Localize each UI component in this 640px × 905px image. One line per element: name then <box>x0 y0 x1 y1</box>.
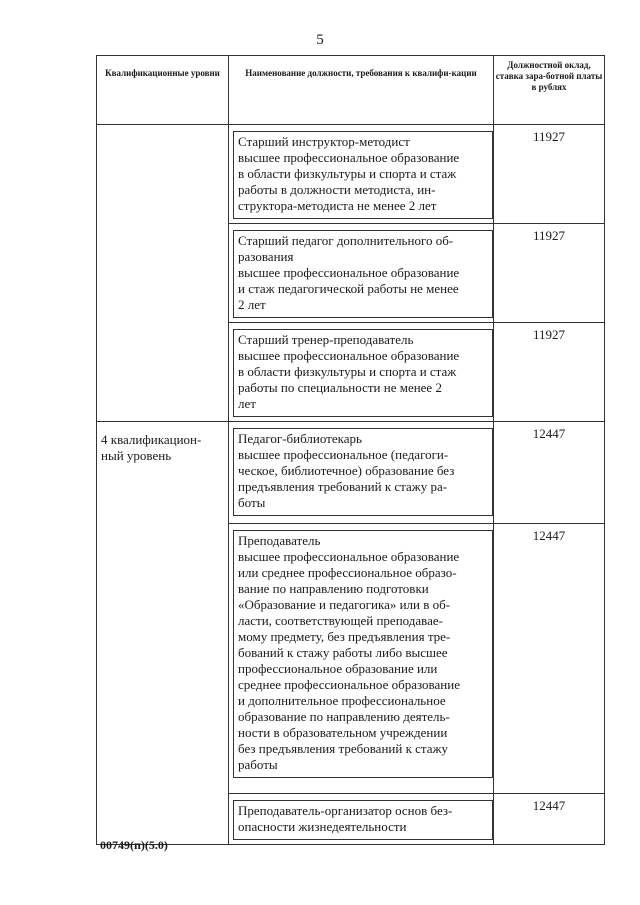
position-cell <box>229 422 494 524</box>
salary-cell <box>494 125 605 224</box>
salary-value: 11927 <box>532 129 566 144</box>
header-position-requirements: Наименование должности, требования к квалифи-кации <box>229 56 494 125</box>
salary-value: 11927 <box>532 228 566 243</box>
salary-cell <box>494 794 605 845</box>
position-requirements: высшее профессиональное образование или среднее профессиональное образо- вание по направлению подготовки «Образование и педагогика» или в об- ласти, соответствующей преподавае- мому предмету, без предъявления тре- бований к стажу работы либо высшее профессиональное образование или среднее профессиональное образование и дополнительное профессиональное образование по направлению деятель- ности в образовательном учреждении без предъявления требований к стажу работы <box>238 549 460 772</box>
level-cell <box>97 422 229 845</box>
position-requirements: высшее профессиональное образование и стаж педагогической работы не менее 2 лет <box>238 265 460 312</box>
header-salary: Должностной оклад, ставка зара-ботной платы в рублях <box>494 56 605 125</box>
salary-cell <box>494 422 605 524</box>
page-number: 5 <box>316 32 324 48</box>
salary-value: 11927 <box>532 327 566 342</box>
position-requirements: высшее профессиональное образование в области физкультуры и спорта и стаж работы по специальности не менее 2 лет <box>238 348 460 411</box>
salary-value: 12447 <box>532 528 566 543</box>
salary-cell <box>494 323 605 422</box>
position-requirements: высшее профессиональное (педагоги- ческое, библиотечное) образование без предъявления требований к стажу ра- боты <box>238 447 455 510</box>
salary-value: 12447 <box>532 798 566 813</box>
position-requirements: высшее профессиональное образование в области физкультуры и спорта и стаж работы в должности методиста, ин- структора-методиста не менее 2 лет <box>238 150 460 213</box>
level-cell-empty <box>97 125 229 422</box>
salary-value: 12447 <box>532 426 566 441</box>
position-title: Педагог-библиотекарь <box>238 431 362 446</box>
position-cell <box>229 524 494 794</box>
header-qualification-levels: Квалификационные уровни <box>97 56 229 125</box>
salary-cell <box>494 224 605 323</box>
table-header-row <box>97 56 605 125</box>
position-title: Преподаватель <box>238 533 321 548</box>
salary-cell <box>494 524 605 794</box>
table-row <box>97 422 605 524</box>
position-cell <box>229 794 494 845</box>
position-title: Старший тренер-преподаватель <box>238 332 414 347</box>
document-code: 00749(п)(5.0) <box>100 838 168 852</box>
position-cell <box>229 323 494 422</box>
table-row <box>97 125 605 224</box>
qualification-level: 4 квалификацион- ный уровень <box>101 432 202 463</box>
salary-table <box>96 55 605 845</box>
position-title: Преподаватель-организатор основ без- опасности жизнедеятельности <box>238 803 453 834</box>
position-title: Старший педагог дополнительного об- разования <box>238 233 454 264</box>
position-title: Старший инструктор-методист <box>238 134 410 149</box>
position-cell <box>229 125 494 224</box>
position-cell <box>229 224 494 323</box>
